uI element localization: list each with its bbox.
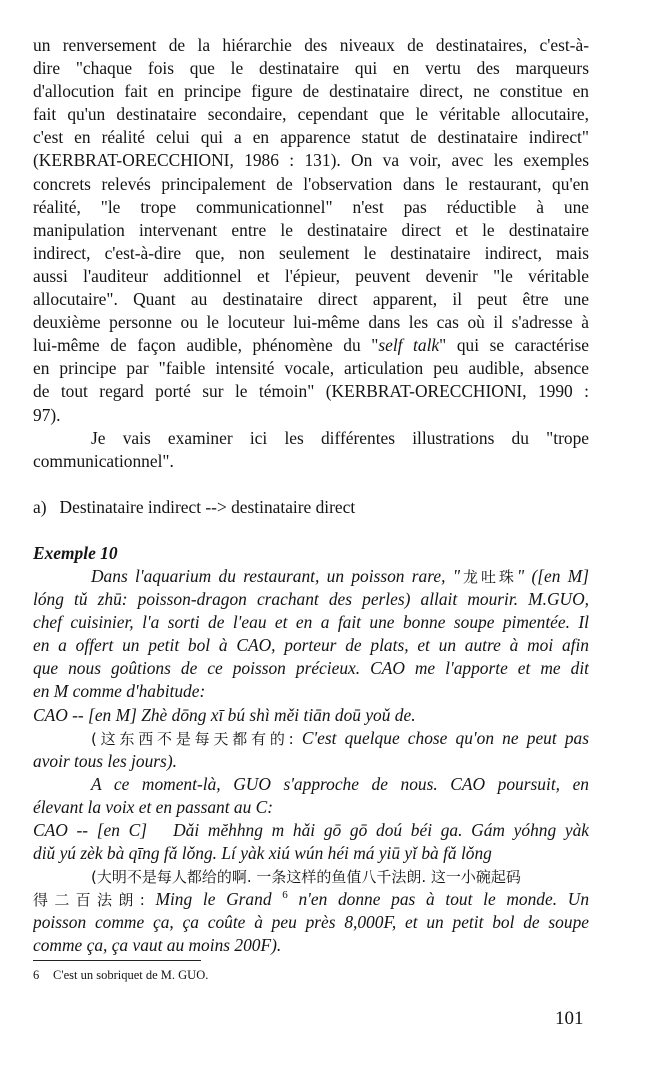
dialogue-line: CAO -- [en C] Dǎi mĕhhng m hǎi gō gō doú béi ga. Gám yóhng yàk — [33, 820, 589, 840]
page-number: 101 — [555, 1008, 584, 1029]
page-body — [33, 34, 589, 958]
text-span: Ming le Grand — [155, 889, 272, 910]
example-line: en a offert un petit bol à CAO, porteur de plats, et un autre à moi afin — [33, 635, 589, 656]
text-line: concrets relevés principalement de l'observation dans le restaurant, qu'en — [33, 173, 589, 194]
text-line: communicationnel". — [33, 450, 174, 471]
example-line: que nous goûtions de ce poisson précieux. CAO me l'apporte et me dit — [33, 658, 589, 679]
text-line: (KERBRAT-ORECCHIONI, 1986 : 131). On va voir, avec les exemples — [33, 150, 589, 171]
text-line: réalité, "le trope communicationnel" n'est pas réductible à une — [33, 196, 589, 217]
text-line: indirect, c'est-à-dire que, non seulement le destinataire indirect, mais — [33, 242, 589, 263]
example-line — [33, 565, 589, 588]
text-line: deuxième personne ou le locuteur lui-même dans les cas où il s'adresse à — [33, 312, 589, 333]
chinese-fish-name: 龙吐珠 — [460, 567, 517, 586]
example-title: Exemple 10 — [33, 542, 118, 563]
footnote-ref[interactable]: 6 — [282, 889, 288, 902]
text-line: de tout regard porté sur le témoin" (KERBRAT-ORECCHIONI, 1990 : — [33, 381, 589, 402]
dialogue-line: diǔ yú zèk bà qīng fǎ lǒng. Lí yàk xiú wún héi má yiū yǐ bà fǎ lǒng — [33, 843, 492, 864]
chinese-translation: (这东西不是每天都有的: — [91, 729, 294, 748]
narration-line: élevant la voix et en passant au C: — [33, 796, 274, 817]
example-line: chef cuisinier, l'a sorti de l'eau et en a fait une bonne soupe pimentée. Il — [33, 612, 589, 633]
second-paragraph — [33, 427, 589, 473]
dialogue-line: CAO -- [en M] Zhè dōng xī bú shì měi tiān doū yoǔ de. — [33, 704, 416, 725]
example-line: en M comme d'habitude: — [33, 681, 206, 702]
example-line: lóng tǔ zhū: poisson-dragon crachant des perles) allait mourir. M.GUO, — [33, 589, 589, 610]
text-span: lui-même de façon audible, phénomène du " — [33, 335, 379, 356]
narration-line: A ce moment-là, GUO s'approche de nous. CAO poursuit, en — [91, 773, 589, 794]
text-line: aussi l'auditeur additionnel et l'épieur, peuvent devenir "le véritable — [33, 265, 589, 286]
text-line-self-talk — [33, 334, 589, 357]
text-span: " ([en M] — [516, 565, 589, 586]
footnote-number: 6 — [33, 968, 40, 982]
translation-line: poisson comme ça, ça coûte à peu près 8,000F, et un petit bol de soupe — [33, 912, 589, 933]
text-line: 97). — [33, 404, 61, 425]
translation-line: avoir tous les jours). — [33, 750, 177, 771]
chinese-translation: (大明不是每人都给的啊. 一条这样的鱼值八千法朗. 这一小碗起码 — [91, 868, 521, 887]
text-line: fait qu'un destinataire secondaire, cependant que le véritable allocutaire, — [33, 104, 589, 125]
french-translation: C'est quelque chose qu'on ne peut pas — [301, 727, 589, 748]
text-line: dire "chaque fois que le destinataire qui en vertu des marqueurs — [33, 58, 589, 79]
text-line: un renversement de la hiérarchie des niveaux de destinataires, c'est-à- — [33, 35, 589, 55]
text-line: en principe par "faible intensité vocale, articulation peu audible, absence — [33, 358, 589, 379]
text-line: manipulation intervenant entre le destinataire direct et le destinataire — [33, 219, 589, 240]
text-line: d'allocution fait en principe figure de destinataire direct, ne constitue en — [33, 81, 589, 102]
footnote-text: C'est un sobriquet de M. GUO. — [53, 968, 209, 982]
self-talk-term: self talk — [378, 335, 440, 356]
translation-line — [33, 727, 589, 750]
footnote-divider — [33, 960, 201, 961]
chinese-translation: 得二百法朗: — [33, 891, 145, 910]
text-span: Dans l'aquarium du restaurant, un poisson rare, " — [91, 565, 461, 586]
section-heading: a) Destinataire indirect --> destinataire direct — [33, 496, 356, 517]
main-paragraph — [33, 34, 589, 427]
text-line: Je vais examiner ici les différentes illustrations du "trope — [91, 427, 589, 448]
footnote — [33, 968, 208, 983]
text-span: n'en donne pas à tout le monde. Un — [298, 889, 589, 910]
text-span: " qui se caractérise — [439, 335, 589, 356]
text-line: c'est en réalité celui qui a en apparence statut de destinataire indirect" — [33, 127, 589, 148]
translation-line — [33, 888, 589, 911]
text-line: allocutaire". Quant au destinataire direct apparent, il peut être une — [33, 289, 589, 310]
translation-line — [33, 865, 589, 888]
translation-line: comme ça, ça vaut au moins 200F). — [33, 935, 282, 956]
example-block — [33, 542, 589, 958]
